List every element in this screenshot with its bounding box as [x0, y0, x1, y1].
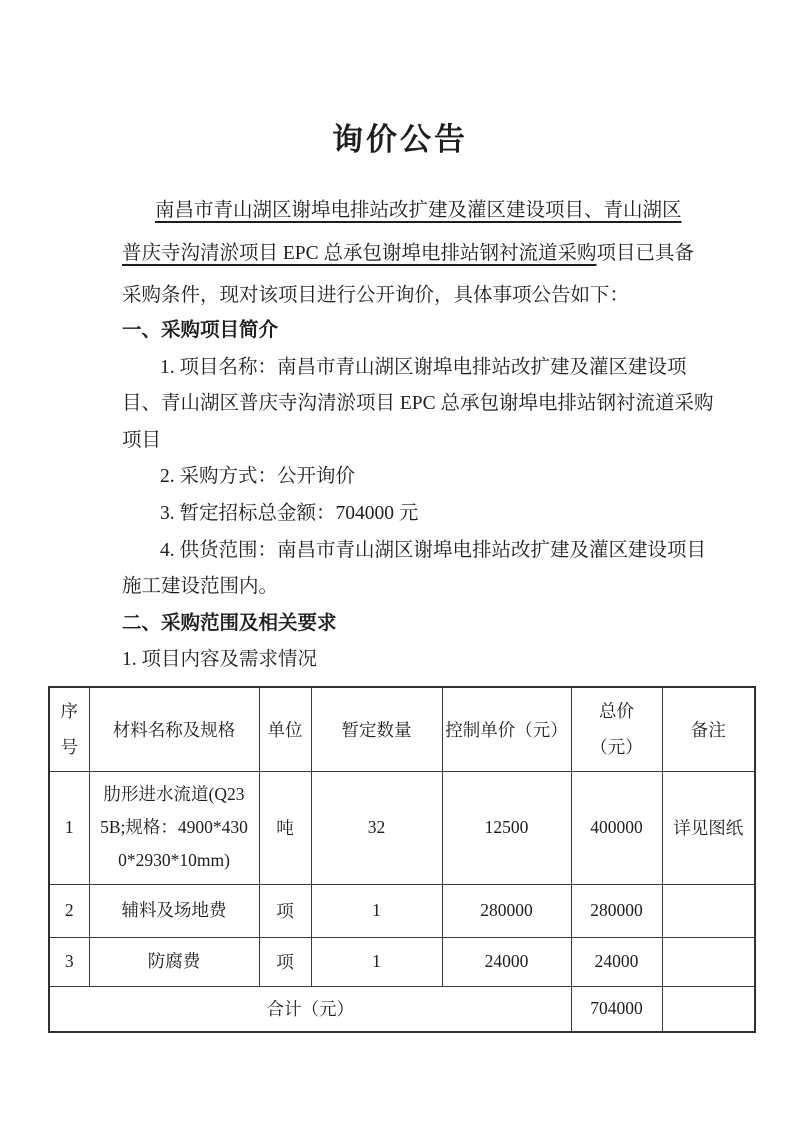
- cell-seq: 1: [49, 771, 89, 884]
- total-note: [662, 986, 755, 1032]
- cell-unit: 项: [259, 884, 311, 937]
- items-table: [48, 686, 756, 1033]
- cell-quantity: 1: [311, 937, 442, 986]
- cell-material-name: 辅料及场地费: [89, 884, 259, 937]
- cell-unit: 项: [259, 937, 311, 986]
- cell-note: [662, 937, 755, 986]
- cell-total-price: 24000: [571, 937, 662, 986]
- intro-paragraph: [122, 190, 722, 318]
- intro-line: 普庆寺沟清淤项目 EPC 总承包谢埠电排站钢衬流道采购项目已具备: [122, 242, 695, 264]
- header-seq: 序 号: [49, 687, 89, 771]
- section2-heading: 二、采购范围及相关要求: [122, 612, 337, 634]
- cell-unit-price: 24000: [442, 937, 571, 986]
- table-total-row: [49, 986, 755, 1032]
- table-row: [49, 937, 755, 986]
- item-project-name-line3: 项目: [122, 429, 162, 451]
- header-material-name: 材料名称及规格: [89, 687, 259, 771]
- total-value: 704000: [571, 986, 662, 1032]
- item-supply-scope-line2: 施工建设范围内。: [122, 576, 279, 598]
- cell-total-price: 400000: [571, 771, 662, 884]
- cell-unit-price: 12500: [442, 771, 571, 884]
- header-unit-price: 控制单价（元）: [442, 687, 571, 771]
- item-project-name-line2: 目、青山湖区普庆寺沟清淤项目 EPC 总承包谢埠电排站钢衬流道采购: [122, 393, 714, 415]
- header-unit: 单位: [259, 687, 311, 771]
- item-supply-scope-line1: 4. 供货范围：南昌市青山湖区谢埠电排站改扩建及灌区建设项目: [160, 539, 707, 561]
- cell-quantity: 1: [311, 884, 442, 937]
- section2-subheading: 1. 项目内容及需求情况: [122, 649, 318, 671]
- item-project-name-line1: 1. 项目名称：南昌市青山湖区谢埠电排站改扩建及灌区建设项: [160, 356, 687, 378]
- header-note: 备注: [662, 687, 755, 771]
- body-sections: [122, 313, 762, 679]
- item-procurement-method: 2. 采购方式：公开询价: [160, 466, 356, 488]
- page-title: 询价公告: [332, 122, 468, 157]
- underlined-project-name: 普庆寺沟清淤项目 EPC 总承包谢埠电排站钢衬流道采购: [122, 242, 597, 264]
- cell-unit: 吨: [259, 771, 311, 884]
- table-row: [49, 771, 755, 884]
- cell-note: [662, 884, 755, 937]
- table-row: [49, 884, 755, 937]
- cell-note: 详见图纸: [662, 771, 755, 884]
- cell-total-price: 280000: [571, 884, 662, 937]
- cell-material-name: 肋形进水流道(Q23 5B;规格：4900*430 0*2930*10mm): [89, 771, 259, 884]
- total-label: 合计（元）: [49, 986, 571, 1032]
- cell-seq: 3: [49, 937, 89, 986]
- header-total-price: 总价 （元）: [571, 687, 662, 771]
- item-total-amount: 3. 暂定招标总金额：704000 元: [160, 502, 419, 524]
- cell-material-name: 防腐费: [89, 937, 259, 986]
- section1-heading: 一、采购项目简介: [122, 320, 279, 341]
- table-header-row: [49, 687, 755, 771]
- cell-seq: 2: [49, 884, 89, 937]
- intro-line: [122, 190, 722, 233]
- cell-unit-price: 280000: [442, 884, 571, 937]
- intro-line: 采购条件，现对该项目进行公开询价，具体事项公告如下：: [122, 285, 630, 307]
- underlined-project-name: 南昌市青山湖区谢埠电排站改扩建及灌区建设项目、青山湖区: [155, 200, 682, 221]
- cell-quantity: 32: [311, 771, 442, 884]
- header-quantity: 暂定数量: [311, 687, 442, 771]
